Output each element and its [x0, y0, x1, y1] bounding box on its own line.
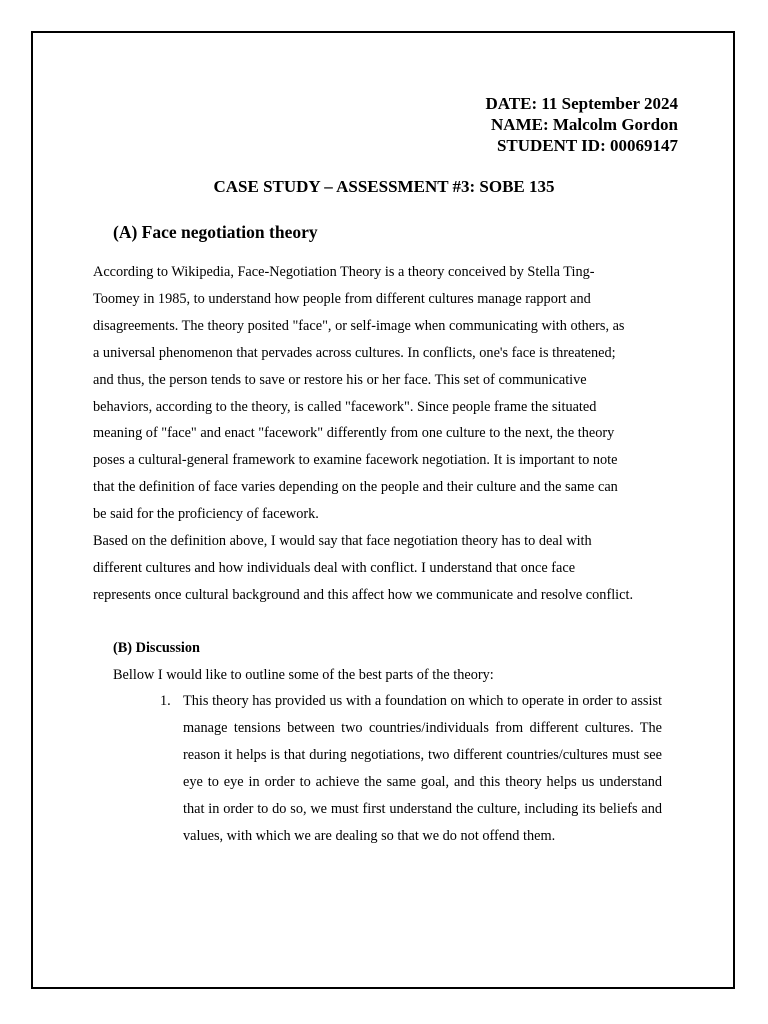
- list-item-number: 1.: [160, 693, 171, 709]
- document-title: CASE STUDY – ASSESSMENT #3: SOBE 135: [213, 177, 555, 196]
- section-a-paragraph-2: Based on the definition above, I would say that face negotiation theory has to deal with different cultures and how individuals deal with conflict. I understand that once face represents once cultural background and this affect how we communicate and resolve conflict.: [93, 533, 634, 603]
- student-info-header: [485, 93, 678, 156]
- name-line: NAME: Malcolm Gordon: [491, 115, 678, 134]
- section-a-heading: (A) Face negotiation theory: [113, 222, 318, 242]
- section-b-heading: (B) Discussion: [113, 640, 200, 656]
- list-item-text: This theory has provided us with a foundation on which to operate in order to assist manage tensions between two countries/individuals from different cultures. The reason it helps is that during negotiations, two different countries/cultures must see eye to eye in order to achieve the same goal, and this theory helps us understand that in order to do so, we must first understand the culture, including its beliefs and values, with which we are dealing so that we do not offend them.: [183, 693, 662, 844]
- section-b-intro: Bellow I would like to outline some of the best parts of the theory:: [113, 667, 494, 683]
- list-item: [160, 688, 662, 849]
- date-line: DATE: 11 September 2024: [485, 94, 678, 113]
- student-id-line: STUDENT ID: 00069147: [496, 136, 678, 155]
- section-a-paragraph-1: According to Wikipedia, Face-Negotiation Theory is a theory conceived by Stella Ting- Toomey in 1985, to understand how people from different cultures manage rapport and disagreements. The theory posited "face", or self-image when communicating with others, as a universal phenomenon that pervades across cultures. In conflicts, one's face is threatened; and thus, the person tends to save or restore his or her face. This set of communicative behaviors, according to the theory, is called "facework". Since people frame the situated meaning of "face" and enact "facework" differently from one culture to the next, the theory poses a cultural-general framework to examine facework negotiation. It is important to note that the definition of face varies depending on the people and their culture and the same can be said for the proficiency of facework.: [93, 264, 625, 523]
- section-a-body: [93, 259, 673, 609]
